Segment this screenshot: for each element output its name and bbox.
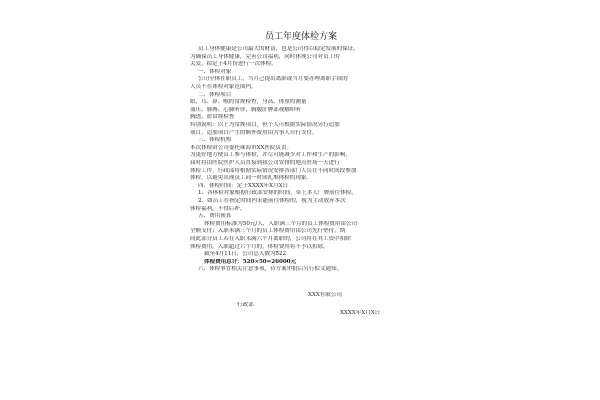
body-line: 员工身体健康是公司最大的财富，也是公司得以稳定发展的保证，	[198, 46, 359, 52]
section-heading: 四、体检时间：定于XXXX年X月X日	[198, 182, 289, 189]
body-line: 届时将由医院医护人员直接到我公司安排的地点驻场一天进行	[190, 160, 340, 166]
body-line: 公司全体在职员工，当月已提出离职或当月要办理离职手续的	[198, 76, 348, 83]
body-line: 2、如员工在指定时间内未能前往体检的，视为主动放弃本次	[198, 198, 346, 204]
body-line: 眼、耳、鼻、喉的常规检查，身高、体重的测量	[190, 99, 307, 106]
body-line: 本次体检由公司委托珠海市XX医院负责。	[190, 144, 293, 151]
body-line: 体检费用标准为50元/人，入职满三个月的员工体检费用由公司	[204, 220, 357, 227]
body-line: 体检费用，入职超过六个月的，体检费用将不予以扣除。	[190, 243, 329, 250]
body-line: 关爱，拟定于4月份进行一次体检。	[190, 61, 277, 68]
document-title: 员工年度体检方案	[264, 32, 337, 42]
body-line: 人员不在体检对象范围内。	[190, 84, 257, 90]
body-line: 体检福利，不得后补。	[190, 205, 246, 212]
body-line: 为更好地方便员工参与体检，并尽可能减少对工作和生产的影响，	[190, 152, 351, 159]
section-heading: 五、费用预算	[198, 213, 232, 220]
body-line: 为确保员工身体健康，完善公司福利，同时体现公司对员工的	[190, 53, 340, 60]
section-heading: 二、体检项目	[198, 91, 232, 98]
body-line: 截至4月11日，公司总人数为522	[204, 251, 287, 258]
signature-company: XXX有限公司	[308, 292, 342, 298]
signature-department: 行政部	[237, 302, 254, 308]
body-line: 全额支付；入职未满三个月的员工体检费用由公司先行垫付，期	[190, 228, 346, 235]
body-line: 特别说明：以上为常规项目，但个人可根据实际情况另行追加	[190, 122, 340, 128]
body-line: 间此部分员工若在入职未满六个月离职的，公司将在其工资中扣除	[190, 236, 351, 242]
body-line: 体检工作，行政部将根据实际情况安排各部门人员在不同时间段参加	[190, 167, 357, 174]
signature-date: XXXX年X月X日	[340, 310, 381, 316]
body-line: 项目，追加项目产生的额外费用由为事人自行支付。	[190, 129, 318, 136]
body-line: 胸透、血常规检查	[190, 114, 235, 121]
section-heading: 六、体检事宜相关注意事项，待方案审批后另行拟文通知。	[198, 266, 343, 273]
section-heading: 三、体检机构	[198, 137, 232, 144]
total-cost-line: 体检费用总计：520×50=26000元	[204, 258, 297, 265]
body-line: 体检，以避免出现员工同一时间扎堆体检的现象。	[190, 175, 312, 182]
document-page	[190, 32, 412, 332]
body-line: 血压、脉搏、心肺听诊，胸腹肝脾部视触叩听	[190, 106, 301, 113]
body-line: 1、各体检对象根据行政部安排的时间，带上本人厂牌前往体检。	[198, 190, 357, 197]
section-heading: 一、体检对象	[198, 68, 232, 75]
